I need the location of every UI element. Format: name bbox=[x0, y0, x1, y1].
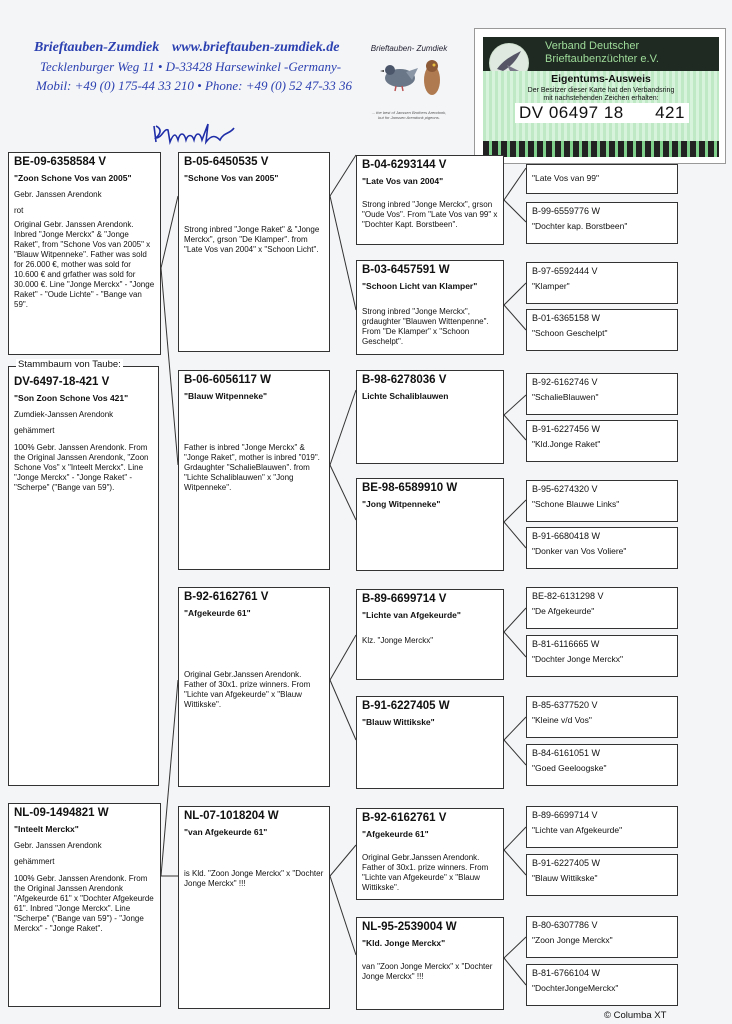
card-ring: DV 06497 18 bbox=[519, 103, 624, 122]
card-text-1: Der Besitzer dieser Karte hat den Verbandsring bbox=[527, 87, 675, 94]
father-color: rot bbox=[14, 206, 24, 215]
great-grandparent-box bbox=[356, 696, 504, 789]
mother-color: gehämmert bbox=[14, 857, 55, 866]
ggp-note: Strong inbred "Jonge Merckx", grdaughter "Blauwen Wittenpenne". From "De Klamper" x "Schoon Geschelpt". bbox=[362, 307, 489, 346]
father-note: Original Gebr. Janssen Arendonk. Inbred "Jonge Merckx" & "Jonge Raket", from "Schone Vos van 2005" x "Blauw Witpenneke". Father was sold for 26.000 €, mother was sold for 10.600 € and grfather was sold for 30.000 €. Line "Jonge Merckx" - "Jonge Raket" - "Oude Lichte" - "Bange van 59". bbox=[14, 220, 155, 309]
breeder-address: Tecklenburger Weg 11 • D-33428 Harsewinkel -Germany- bbox=[40, 59, 342, 74]
gg-grandparent-box bbox=[526, 696, 678, 738]
subject-breeder: Zumdiek-Janssen Arendonk bbox=[14, 410, 114, 419]
gg-grandparent-box bbox=[526, 744, 678, 786]
ggp-name: "Afgekeurde 61" bbox=[362, 829, 429, 839]
gp-note: Strong inbred "Jonge Raket" & "Jonge Merckx", grson "De Klamper". from "Late Vos van 2004" x "Schoon Licht". bbox=[184, 225, 320, 254]
gggp-ring: B-84-6161051 W bbox=[532, 748, 601, 758]
card-text-2: mit nachstehenden Zeichen erhalten: bbox=[543, 95, 659, 102]
father-ring: BE-09-6358584 V bbox=[14, 156, 107, 168]
gp-ring: B-92-6162761 V bbox=[184, 591, 269, 603]
subject-box bbox=[8, 366, 159, 786]
grandparent-box bbox=[178, 587, 330, 787]
stammbaum-label: Stammbaum von Taube: bbox=[18, 359, 121, 370]
gg-grandparent-box bbox=[526, 854, 678, 896]
father-box bbox=[8, 152, 161, 355]
gp-ring: NL-07-1018204 W bbox=[184, 810, 279, 822]
card-title: Eigentums-Ausweis bbox=[551, 73, 651, 85]
great-grandparent-box bbox=[356, 370, 504, 464]
gggp-name: "Goed Geeloogske" bbox=[532, 763, 607, 773]
gggp-ring: B-89-6699714 V bbox=[532, 810, 598, 820]
gg-grandparent-box bbox=[526, 527, 678, 569]
gp-note: Father is inbred "Jonge Merckx" & "Jonge Raket", mother is inbred "019". Grdaughter "SchalieBlauwen". from "Lichte Schaliblauwen" x "Jong Witpenneke". bbox=[184, 443, 320, 492]
great-grandparent-box bbox=[356, 589, 504, 680]
grandparent-box bbox=[178, 370, 330, 570]
ggp-name: "Schoon Licht van Klamper" bbox=[362, 281, 478, 291]
mother-box bbox=[8, 803, 161, 1007]
ggp-ring: B-92-6162761 V bbox=[362, 812, 447, 824]
gg-grandparent-box bbox=[526, 164, 678, 194]
gggp-ring: B-85-6377520 V bbox=[532, 700, 598, 710]
gggp-name: "Late Vos van 99" bbox=[532, 173, 599, 183]
mother-note: 100% Gebr. Janssen Arendonk. From the Original Janssen Arendonk "Afgekeurde 61" x "Dochter Afgekeurde 61". Inbred "Jonge Merckx". Line "Scherpe" ("Bange van 59") - "Jonge Merckx" - "Jonge Raket". bbox=[14, 874, 154, 933]
gg-grandparent-box bbox=[526, 964, 678, 1006]
ggp-ring: B-04-6293144 V bbox=[362, 159, 447, 171]
gg-grandparent-box bbox=[526, 916, 678, 958]
gggp-name: "Klamper" bbox=[532, 281, 570, 291]
breeder-name: Brieftauben-Zumdiek bbox=[34, 40, 160, 55]
gg-grandparent-box bbox=[526, 373, 678, 415]
ggp-ring: B-98-6278036 V bbox=[362, 374, 447, 386]
gggp-ring: B-91-6227405 W bbox=[532, 858, 601, 868]
breeder-website[interactable]: www.brieftauben-zumdiek.de bbox=[172, 40, 340, 55]
ggp-name: Lichte Schaliblauwen bbox=[362, 391, 449, 401]
gp-name: "Afgekeurde 61" bbox=[184, 608, 251, 618]
gggp-ring: B-95-6274320 V bbox=[532, 484, 598, 494]
subject-note: 100% Gebr. Janssen Arendonk. From the Original Janssen Arendonk, "Zoon Schone Vos" x "Inteelt Merckx". Line "Jonge Merckx" - "Jonge Raket" - "Scherpe" ("Bange van 59"). bbox=[14, 443, 149, 492]
great-grandparent-box bbox=[356, 478, 504, 571]
gggp-name: "Kleine v/d Vos" bbox=[532, 715, 592, 725]
gg-grandparent-box bbox=[526, 262, 678, 304]
great-grandparent-box bbox=[356, 808, 504, 900]
grandparent-box bbox=[178, 152, 330, 352]
gggp-ring: B-91-6680418 W bbox=[532, 531, 601, 541]
gp-note: is Kld. "Zoon Jonge Merckx" x "Dochter Jonge Merckx" !!! bbox=[184, 869, 324, 888]
gggp-ring: B-81-6116665 W bbox=[532, 639, 600, 649]
ggp-ring: B-91-6227405 W bbox=[362, 700, 450, 712]
gggp-ring: B-81-6766104 W bbox=[532, 968, 601, 978]
grandparent-box bbox=[178, 806, 330, 1009]
gggp-ring: B-91-6227456 W bbox=[532, 424, 601, 434]
subject-ring: DV-6497-18-421 V bbox=[14, 376, 110, 388]
gggp-name: "Lichte van Afgekeurde" bbox=[532, 825, 623, 835]
gp-ring: B-05-6450535 V bbox=[184, 156, 269, 168]
gp-note: Original Gebr.Janssen Arendonk. Father of 30x1. prize winners. From "Lichte van Afgekeurde" x "Blauw Wittikske". bbox=[184, 670, 311, 709]
gggp-name: "Zoon Jonge Merckx" bbox=[532, 935, 613, 945]
gggp-ring: BE-82-6131298 V bbox=[532, 591, 604, 601]
ggp-name: "Lichte van Afgekeurde" bbox=[362, 610, 461, 620]
mother-ring: NL-09-1494821 W bbox=[14, 807, 109, 819]
ggp-ring: B-89-6699714 V bbox=[362, 593, 447, 605]
gggp-ring: B-92-6162746 V bbox=[532, 377, 598, 387]
gp-name: "Schone Vos van 2005" bbox=[184, 173, 279, 183]
ggp-note: van "Zoon Jonge Merckx" x "Dochter Jonge Merckx" !!! bbox=[362, 962, 493, 981]
ggp-ring: BE-98-6589910 W bbox=[362, 482, 458, 494]
ggp-name: "Jong Witpenneke" bbox=[362, 499, 441, 509]
gggp-name: "Blauw Wittikske" bbox=[532, 873, 598, 883]
gggp-name: "Schone Blauwe Links" bbox=[532, 499, 620, 509]
card-ring-suffix: 421 bbox=[655, 103, 685, 122]
ggp-note: Original Gebr.Janssen Arendonk. Father of 30x1. prize winners. From "Lichte van Afgekeurde" x "Blauw Wittikske". bbox=[362, 853, 489, 892]
gggp-ring: B-97-6592444 V bbox=[532, 266, 598, 276]
gggp-name: "Kld.Jonge Raket" bbox=[532, 439, 601, 449]
logo-title: Brieftauben- Zumdiek bbox=[370, 44, 448, 53]
ggp-ring: NL-95-2539004 W bbox=[362, 921, 457, 933]
gg-grandparent-box bbox=[526, 420, 678, 462]
gggp-name: "Dochter Jonge Merckx" bbox=[532, 654, 624, 664]
gggp-name: "DochterJongeMerckx" bbox=[532, 983, 619, 993]
breeder-phone: Mobil: +49 (0) 175-44 33 210 • Phone: +49 (0) 52 47-33 36 bbox=[36, 78, 352, 93]
great-grandparent-box bbox=[356, 917, 504, 1010]
gg-grandparent-box bbox=[526, 635, 678, 677]
great-grandparent-box bbox=[356, 155, 504, 245]
ggp-name: "Blauw Wittikske" bbox=[362, 717, 435, 727]
card-org-1: Verband Deutscher bbox=[545, 40, 640, 52]
great-grandparent-box bbox=[356, 260, 504, 355]
gggp-name: "Schoon Geschelpt" bbox=[532, 328, 608, 338]
gggp-name: "SchalieBlauwen" bbox=[532, 392, 599, 402]
mother-name: "Inteelt Merckx" bbox=[14, 824, 79, 834]
gp-ring: B-06-6056117 W bbox=[184, 374, 271, 386]
gg-grandparent-box bbox=[526, 587, 678, 629]
mother-breeder: Gebr. Janssen Arendonk bbox=[14, 841, 102, 850]
copyright: © Columba XT bbox=[604, 1010, 667, 1021]
subject-color: gehämmert bbox=[14, 426, 55, 435]
ggp-name: "Late Vos van 2004" bbox=[362, 176, 444, 186]
father-breeder: Gebr. Janssen Arendonk bbox=[14, 190, 102, 199]
gggp-name: "Dochter kap. Borstbeen" bbox=[532, 221, 628, 231]
ggp-ring: B-03-6457591 W bbox=[362, 264, 450, 276]
logo-slogan-2: but for Janssen Arendonk pigeons. bbox=[378, 115, 440, 120]
gp-name: "Blauw Witpenneke" bbox=[184, 391, 268, 401]
card-org-2: Brieftaubenzüchter e.V. bbox=[545, 53, 659, 65]
father-name: "Zoon Schone Vos van 2005" bbox=[14, 173, 132, 183]
gggp-ring: B-01-6365158 W bbox=[532, 313, 601, 323]
gp-name: "van Afgekeurde 61" bbox=[184, 827, 268, 837]
gg-grandparent-box bbox=[526, 202, 678, 244]
gg-grandparent-box bbox=[526, 806, 678, 848]
gggp-name: "Donker van Vos Voliere" bbox=[532, 546, 627, 556]
subject-name: "Son Zoon Schone Vos 421" bbox=[14, 393, 129, 403]
gggp-name: "De Afgekeurde" bbox=[532, 606, 595, 616]
ggp-note: Klz. "Jonge Merckx" bbox=[362, 636, 434, 645]
gg-grandparent-box bbox=[526, 309, 678, 351]
ggp-name: "Kld. Jonge Merckx" bbox=[362, 938, 446, 948]
gggp-ring: B-80-6307786 V bbox=[532, 920, 598, 930]
ggp-note: Strong inbred "Jonge Merckx", grson "Oude Vos". From "Late Vos van 99" x "Dochter Kapt. Borstbeen". bbox=[362, 200, 498, 229]
logo-slogan-1: ... the best of Janssen Brothers Arendonk, bbox=[371, 110, 447, 115]
gggp-ring: B-99-6559776 W bbox=[532, 206, 601, 216]
gg-grandparent-box bbox=[526, 480, 678, 522]
